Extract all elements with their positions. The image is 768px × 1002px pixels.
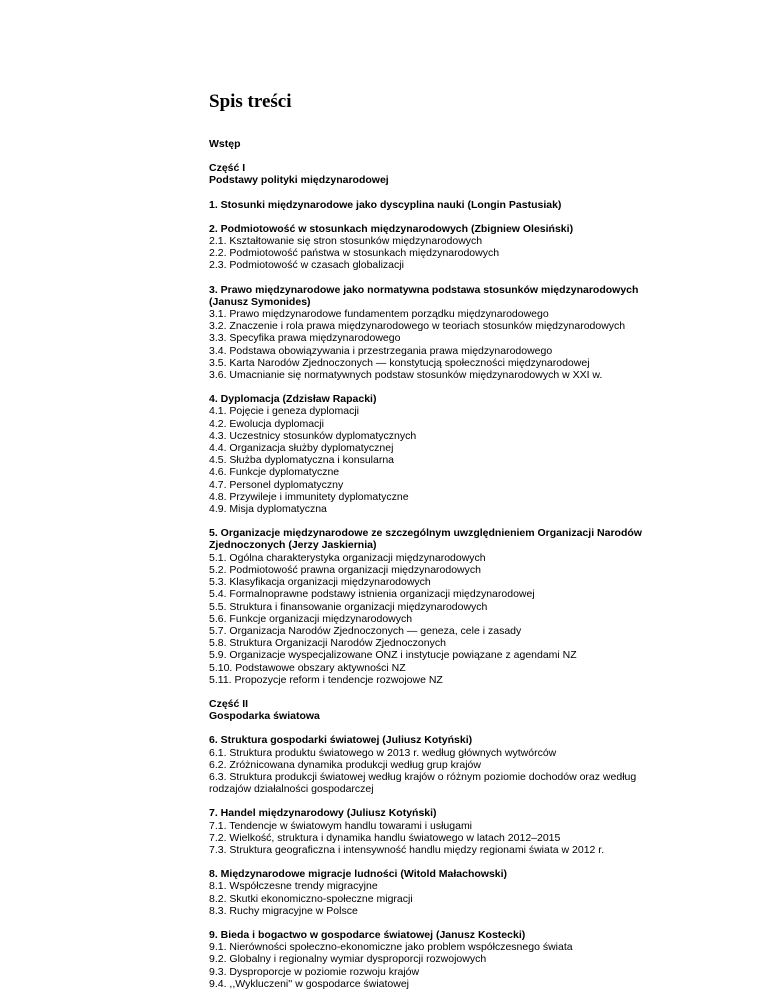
toc-entry: 6.2. Zróżnicowana dynamika produkcji według grup krajów	[209, 758, 481, 771]
toc-entry: 3.1. Prawo międzynarodowe fundamentem porządku międzynarodowego	[209, 308, 549, 321]
toc-entry: 8.2. Skutki ekonomiczno-społeczne migracji	[209, 892, 413, 905]
toc-entry: 3.6. Umacnianie się normatywnych podstaw stosunków międzynarodowych w XXI w.	[209, 369, 603, 382]
document-page	[209, 90, 739, 1002]
toc-section-heading: 1. Stosunki międzynarodowe jako dyscyplina nauki (Longin Pastusiak)	[209, 198, 562, 211]
toc-section-heading: 8. Międzynarodowe migracje ludności (Witold Małachowski)	[209, 868, 508, 881]
toc-section	[209, 284, 739, 382]
toc-section-heading: Podstawy polityki międzynarodowej	[209, 174, 389, 187]
toc-entry: 4.3. Uczestnicy stosunków dyplomatycznych	[209, 429, 417, 442]
toc-section	[209, 138, 739, 150]
toc-section-heading: 3. Prawo międzynarodowe jako normatywna podstawa stosunków międzynarodowych	[209, 283, 639, 296]
toc-section-heading: 6. Struktura gospodarki światowej (Juliusz Kotyński)	[209, 734, 473, 747]
toc-entry: 2.1. Kształtowanie się stron stosunków międzynarodowych	[209, 235, 483, 248]
toc-entry: 5.9. Organizacje wyspecjalizowane ONZ i instytucje powiązane z agendami NZ	[209, 649, 577, 662]
toc-section	[209, 393, 739, 515]
toc-section-heading: 7. Handel międzynarodowy (Juliusz Kotyński)	[209, 807, 437, 820]
toc-section-heading: Część I	[209, 162, 246, 175]
toc-entry: 5.11. Propozycje reform i tendencje rozwojowe NZ	[209, 673, 443, 686]
toc-entry: 5.1. Ogólna charakterystyka organizacji międzynarodowych	[209, 551, 486, 564]
toc-entry: 4.8. Przywileje i immunitety dyplomatyczne	[209, 490, 409, 503]
toc-entry: 6.1. Struktura produktu światowego w 2013 r. według głównych wytwórców	[209, 746, 557, 759]
table-of-contents	[209, 138, 739, 990]
toc-entry: 4.5. Służba dyplomatyczna i konsularna	[209, 454, 395, 467]
toc-section	[209, 807, 739, 856]
toc-entry: 5.5. Struktura i finansowanie organizacji międzynarodowych	[209, 600, 488, 613]
toc-entry: 4.6. Funkcje dyplomatyczne	[209, 466, 340, 479]
toc-section-heading: 2. Podmiotowość w stosunkach międzynarodowych (Zbigniew Olesiński)	[209, 222, 574, 235]
toc-entry: 9.4. ,,Wykluczeni'' w gospodarce światowej	[209, 977, 410, 990]
toc-section-heading: Zjednoczonych (Jerzy Jaskiernia)	[209, 539, 377, 552]
toc-entry: 6.3. Struktura produkcji światowej według krajów o różnym poziomie dochodów oraz według	[209, 770, 637, 783]
toc-section	[209, 734, 739, 795]
toc-section	[209, 162, 739, 186]
toc-section-heading: 4. Dyplomacja (Zdzisław Rapacki)	[209, 393, 377, 406]
toc-entry: 7.3. Struktura geograficzna i intensywność handlu między regionami świata w 2012 r.	[209, 843, 605, 856]
toc-entry: 8.3. Ruchy migracyjne w Polsce	[209, 904, 358, 917]
toc-entry: 2.2. Podmiotowość państwa w stosunkach międzynarodowych	[209, 247, 500, 260]
toc-entry: 7.2. Wielkość, struktura i dynamika handlu światowego w latach 2012–2015	[209, 831, 561, 844]
toc-section	[209, 199, 739, 211]
toc-entry: 5.3. Klasyfikacja organizacji międzynarodowych	[209, 576, 431, 589]
toc-entry: rodzajów działalności gospodarczej	[209, 783, 374, 796]
toc-entry: 5.2. Podmiotowość prawna organizacji międzynarodowych	[209, 563, 481, 576]
toc-entry: 4.2. Ewolucja dyplomacji	[209, 417, 324, 430]
toc-entry: 5.8. Struktura Organizacji Narodów Zjednoczonych	[209, 637, 446, 650]
toc-entry: 9.2. Globalny i regionalny wymiar dysproporcji rozwojowych	[209, 953, 487, 966]
toc-section-heading: Gospodarka światowa	[209, 710, 320, 723]
toc-entry: 4.7. Personel dyplomatyczny	[209, 478, 344, 491]
toc-section-heading: 5. Organizacje międzynarodowe ze szczególnym uwzględnieniem Organizacji Narodów	[209, 527, 642, 540]
toc-section	[209, 223, 739, 272]
toc-entry: 5.6. Funkcje organizacji międzynarodowych	[209, 612, 413, 625]
toc-entry: 7.1. Tendencje w światowym handlu towarami i usługami	[209, 819, 473, 832]
toc-entry: 2.3. Podmiotowość w czasach globalizacji	[209, 259, 404, 272]
toc-entry: 4.9. Misja dyplomatyczna	[209, 503, 327, 516]
toc-section	[209, 698, 739, 722]
toc-entry: 5.10. Podstawowe obszary aktywności NZ	[209, 661, 406, 674]
toc-entry: 4.4. Organizacja służby dyplomatycznej	[209, 442, 394, 455]
toc-section-heading: Wstęp	[209, 138, 241, 150]
toc-section-heading: 9. Bieda i bogactwo w gospodarce światowej (Janusz Kostecki)	[209, 928, 526, 941]
toc-entry: 5.4. Formalnoprawne podstawy istnienia organizacji międzynarodowej	[209, 588, 535, 601]
toc-entry: 9.3. Dysproporcje w poziomie rozwoju krajów	[209, 965, 420, 978]
toc-section-heading: (Janusz Symonides)	[209, 295, 311, 308]
toc-section-heading: Część II	[209, 697, 249, 710]
toc-entry: 9.1. Nierówności społeczno-ekonomiczne jako problem współczesnego świata	[209, 941, 573, 954]
toc-section	[209, 929, 739, 990]
toc-entry: 4.1. Pojęcie i geneza dyplomacji	[209, 405, 360, 418]
toc-entry: 8.1. Współczesne trendy migracyjne	[209, 880, 378, 893]
page-title: Spis treści	[209, 91, 292, 112]
toc-entry: 3.2. Znaczenie i rola prawa międzynarodowego w teoriach stosunków międzynarodowych	[209, 320, 626, 333]
toc-entry: 3.3. Specyfika prawa międzynarodowego	[209, 332, 401, 345]
toc-entry: 3.4. Podstawa obowiązywania i przestrzegania prawa międzynarodowego	[209, 344, 553, 357]
toc-entry: 3.5. Karta Narodów Zjednoczonych — konstytucją społeczności międzynarodowej	[209, 356, 590, 369]
toc-section	[209, 527, 739, 686]
toc-entry: 5.7. Organizacja Narodów Zjednoczonych — geneza, cele i zasady	[209, 624, 522, 637]
toc-section	[209, 868, 739, 917]
